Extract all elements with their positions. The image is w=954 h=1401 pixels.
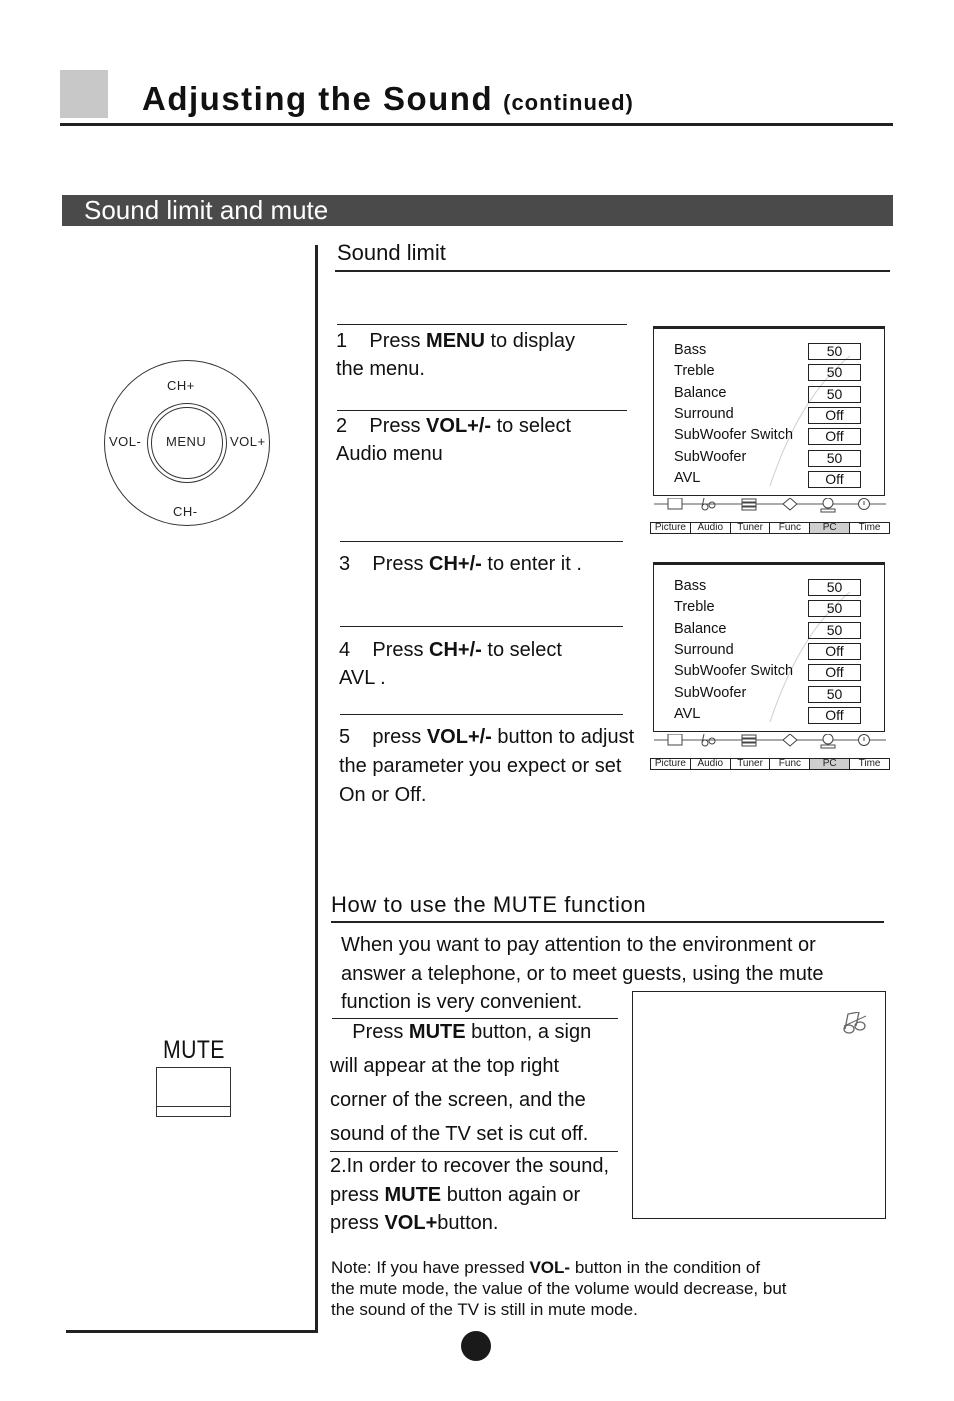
osd-row-value: Off [808, 407, 861, 424]
page-title: Adjusting the Sound (continued) [142, 80, 634, 117]
remote-ch-up-label: CH+ [167, 378, 195, 393]
diamond-icon [783, 498, 797, 510]
osd-tab: Tuner [731, 759, 771, 769]
osd-row-label: Treble [674, 599, 715, 615]
header-rule [60, 123, 893, 126]
header-decor-box [60, 70, 108, 118]
osd-row-label: Treble [674, 363, 715, 379]
osd-row-label: AVL [674, 470, 701, 486]
mute-sign-icon [840, 1012, 870, 1038]
osd-tab: Picture [651, 759, 691, 769]
tv-icon [668, 498, 682, 509]
osd-row-value: 50 [808, 600, 861, 617]
osd-tab: Time [858, 522, 881, 533]
mute-heading: How to use the MUTE function [331, 892, 647, 917]
osd-tab: Func [770, 759, 810, 769]
osd-row-label: SubWoofer [674, 685, 747, 701]
osd-row-value: 50 [808, 343, 861, 360]
osd-row-value: 50 [808, 579, 861, 596]
osd-tab: Tuner [731, 523, 771, 533]
osd-row-value: Off [808, 707, 861, 724]
sound-limit-rule [335, 270, 890, 272]
pc-icon [821, 498, 835, 512]
mute-step-1: Press MUTE button, a sign will appear at the top right corner of the screen, and the sound of the TV set is cut off. [330, 1021, 592, 1145]
mute-button [156, 1067, 231, 1117]
mute-step-2: 2.In order to recover the sound, press MUTE button again or press VOL+button. [330, 1155, 610, 1234]
page-number-dot [461, 1331, 491, 1361]
tuner-icon [742, 499, 756, 510]
osd-row-value: Off [808, 428, 861, 445]
pc-icon [821, 734, 835, 748]
osd-row-label: Bass [674, 342, 707, 358]
page-subtitle: (continued) [503, 90, 634, 115]
osd-tab: Picture [651, 523, 691, 533]
osd-tab-bar [650, 522, 890, 534]
osd-row-value: 50 [808, 686, 861, 703]
osd-tab: Audio [691, 759, 731, 769]
osd-row-label: Surround [674, 406, 734, 422]
diamond-icon [783, 734, 797, 746]
osd-audio-menu [650, 562, 885, 769]
osd-tab: PC [810, 759, 850, 769]
osd-tab: PC [810, 523, 850, 533]
step-divider [340, 714, 623, 715]
osd-row-label: SubWoofer [674, 449, 747, 465]
step-divider [340, 541, 623, 542]
osd-row-value: 50 [808, 622, 861, 639]
mute-button-label: MUTE [163, 1036, 225, 1064]
note-text: Note: If you have pressed VOL- button in the condition of the mute mode, the value of the volume would decrease, but the sound of the TV is still in mute mode. [331, 1258, 787, 1319]
remote-ch-down-label: CH- [173, 504, 198, 519]
mute-button-edge [156, 1106, 231, 1107]
osd-row-value: 50 [808, 386, 861, 403]
osd-row-value: 50 [808, 364, 861, 381]
osd-audio-menu [650, 326, 885, 533]
clock-icon [859, 735, 870, 746]
step-3: 3 Press CH+/- to enter it . [339, 553, 582, 575]
tv-icon [668, 734, 682, 745]
column-divider [315, 245, 318, 1333]
sound-limit-heading: Sound limit [337, 240, 446, 265]
osd-tab: Time [858, 758, 881, 769]
tuner-icon [742, 735, 756, 746]
remote-menu-label: MENU [166, 434, 207, 449]
mute-heading-rule [331, 921, 884, 923]
osd-row-label: SubWoofer Switch [674, 427, 794, 443]
bottom-rule [66, 1330, 318, 1333]
osd-row-label: SubWoofer Switch [674, 663, 794, 679]
osd-icon-strip [650, 498, 890, 514]
osd-row-label: AVL [674, 706, 701, 722]
remote-vol-up-label: VOL+ [230, 434, 266, 449]
osd-row-value: 50 [808, 450, 861, 467]
remote-vol-down-label: VOL- [109, 434, 142, 449]
section-title-bar: Sound limit and mute [62, 195, 893, 226]
osd-row-value: Off [808, 471, 861, 488]
step-1: 1 Press MENU to display the menu. [336, 330, 575, 380]
osd-row-label: Surround [674, 642, 734, 658]
osd-row-label: Balance [674, 621, 727, 637]
osd-row-value: Off [808, 664, 861, 681]
step-2: 2 Press VOL+/- to select Audio menu [336, 415, 572, 465]
step-divider [337, 324, 627, 325]
step-divider [340, 626, 623, 627]
osd-row-value: Off [808, 643, 861, 660]
osd-row-label: Balance [674, 385, 727, 401]
osd-tab: Func [770, 523, 810, 533]
step-5: 5 press VOL+/- button to adjust the parameter you expect or set On or Off. [339, 726, 635, 806]
osd-icon-strip [650, 734, 890, 750]
osd-tab-bar [650, 758, 890, 770]
clock-icon [859, 499, 870, 510]
tv-screen-illustration [632, 991, 886, 1219]
step-divider [337, 410, 627, 411]
osd-tab: Audio [691, 523, 731, 533]
mute-intro: When you want to pay attention to the environment or answer a telephone, or to meet guests, using the mute function is very convenient. [341, 934, 824, 1013]
osd-row-label: Bass [674, 578, 707, 594]
step-4: 4 Press CH+/- to select AVL . [339, 639, 562, 689]
